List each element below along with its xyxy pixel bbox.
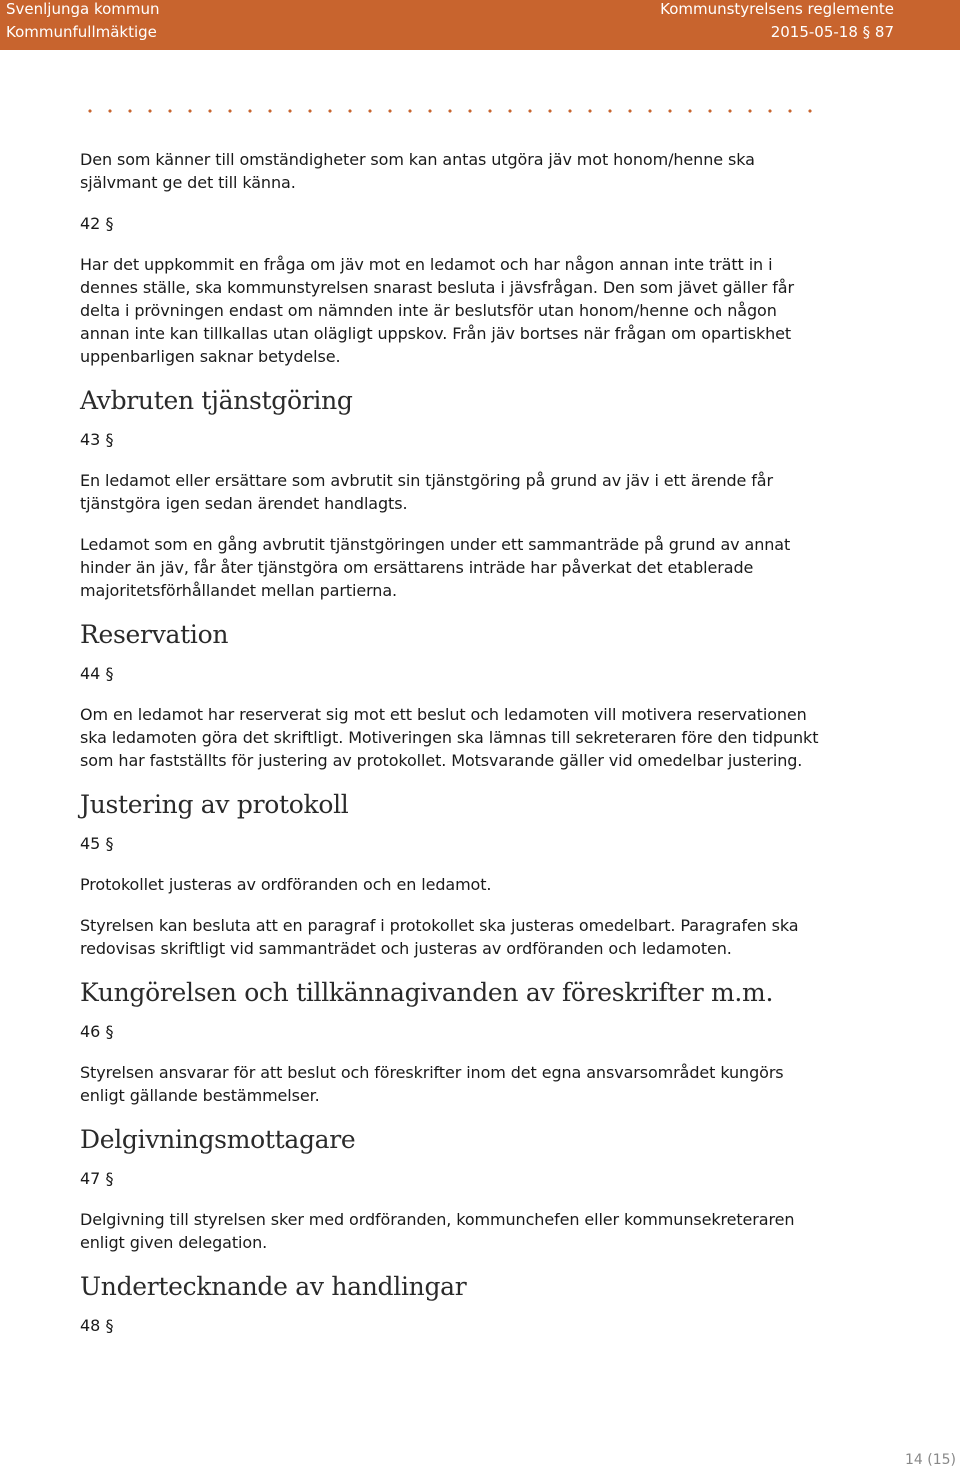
paragraph-44: Om en ledamot har reserverat sig mot ett beslut och ledamoten vill motivera reservationen ska ledamoten göra det skriftligt. Motiveringen ska lämnas till sekreteraren före den tidpunkt som har fastställts för justering av protokollet. Motsvarande gäller vid omedelbar justering. (80, 705, 819, 770)
paragraph-46: Styrelsen ansvarar för att beslut och föreskrifter inom det egna ansvarsområdet kungörs enligt gällande bestämmelser. (80, 1063, 784, 1105)
header-date-reference: 2015-05-18 § 87 (770, 23, 894, 41)
section-number-44: 44 § (80, 664, 114, 683)
heading-delgivningsmottagare: Delgivningsmottagare (80, 1125, 356, 1154)
heading-kungorelsen: Kungörelsen och tillkännagivanden av föreskrifter m.m. (80, 978, 774, 1007)
heading-undertecknande-av-handlingar: Undertecknande av handlingar (80, 1272, 467, 1301)
section-number-48: 48 § (80, 1316, 114, 1335)
heading-justering-av-protokoll: Justering av protokoll (80, 790, 349, 819)
paragraph-42: Har det uppkommit en fråga om jäv mot en ledamot och har någon annan inte trätt in i dennes ställe, ska kommunstyrelsen snarast besluta i jävsfrågan. Den som jävet gäller får delta i prövningen endast om nämnden inte är beslutsför utan honom/henne och någon annan inte kan tillkallas utan olägligt uppskov. Från jäv bortses när frågan om opartiskhet uppenbarligen saknar betydelse. (80, 255, 794, 366)
header-body: Kommunfullmäktige (6, 23, 157, 41)
document-body (80, 148, 820, 1355)
section-number-46: 46 § (80, 1022, 114, 1041)
section-number-45: 45 § (80, 834, 114, 853)
section-number-42: 42 § (80, 214, 114, 233)
paragraph-jav-intro: Den som känner till omständigheter som kan antas utgöra jäv mot honom/henne ska självmant ge det till känna. (80, 150, 755, 192)
section-number-43: 43 § (80, 430, 114, 449)
paragraph-43-a: En ledamot eller ersättare som avbrutit sin tjänstgöring på grund av jäv i ett ärende får tjänstgöra igen sedan ärendet handlagts. (80, 471, 773, 513)
section-number-47: 47 § (80, 1169, 114, 1188)
paragraph-43-b: Ledamot som en gång avbrutit tjänstgöringen under ett sammanträde på grund av annat hinder än jäv, får åter tjänstgöra om ersättarens inträde har påverkat det etablerade majoritetsförhållandet mellan partierna. (80, 535, 791, 600)
header-municipality: Svenljunga kommun (6, 0, 160, 18)
paragraph-45-b: Styrelsen kan besluta att en paragraf i protokollet ska justeras omedelbart. Paragrafen ska redovisas skriftligt vid sammanträdet och justeras av ordföranden och ledamoten. (80, 916, 799, 958)
page-number: 14 (15) (904, 1452, 956, 1468)
paragraph-47: Delgivning till styrelsen sker med ordföranden, kommunchefen eller kommunsekreteraren enligt given delegation. (80, 1210, 795, 1252)
dotted-divider (80, 103, 820, 119)
heading-avbruten-tjanstgoring: Avbruten tjänstgöring (80, 386, 353, 415)
page-header (0, 0, 960, 50)
paragraph-45-a: Protokollet justeras av ordföranden och en ledamot. (80, 875, 492, 894)
header-document-title: Kommunstyrelsens reglemente (660, 0, 894, 18)
heading-reservation: Reservation (80, 620, 229, 649)
